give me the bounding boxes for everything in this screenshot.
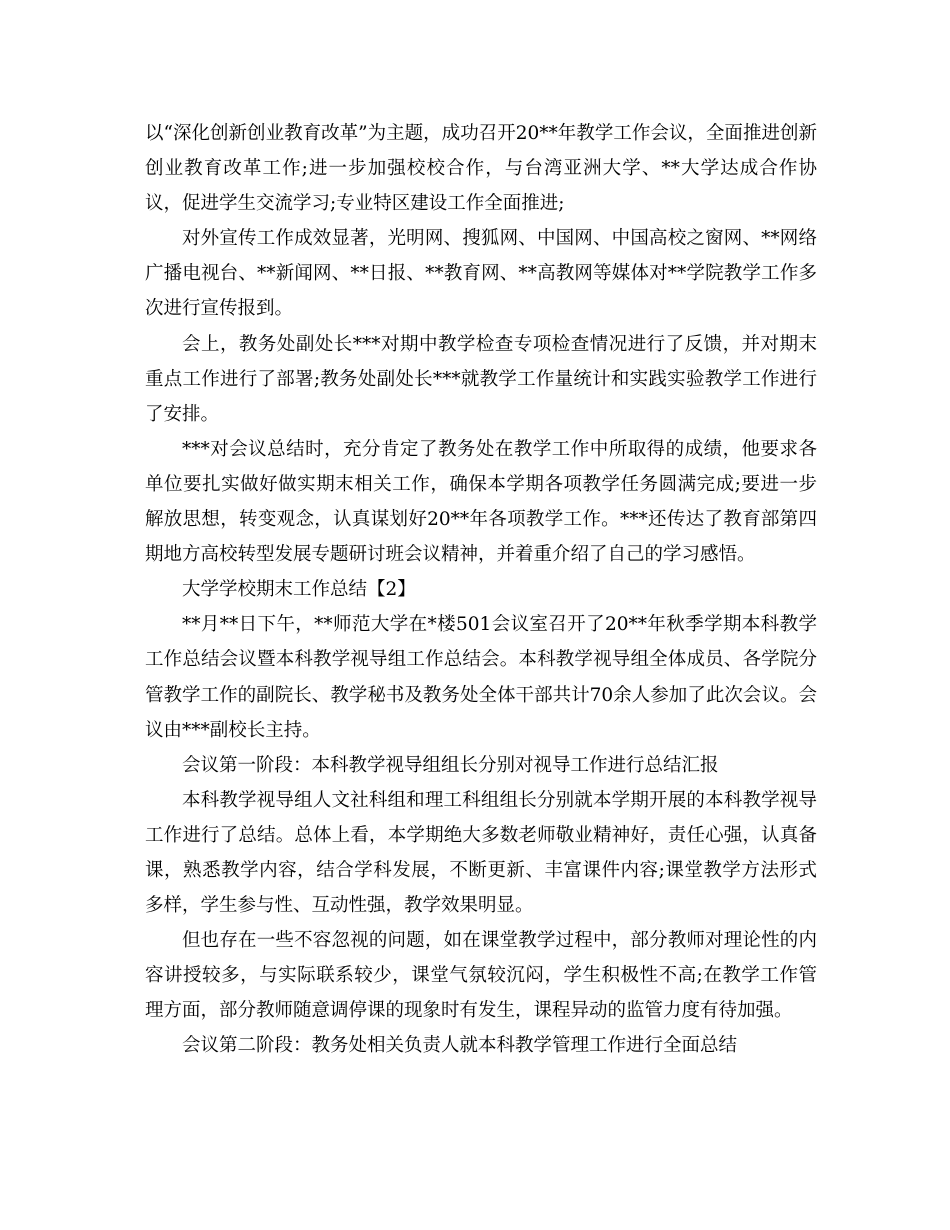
paragraph-problems: 但也存在一些不容忽视的问题，如在课堂教学过程中，部分教师对理论性的内容讲授较多，与实际联系较少，课堂气氛较沉闷，学生积极性不高;在教学工作管理方面，部分教师随意调停课的现象时有发生，课程异动的监管力度有待加强。 [145, 930, 817, 1022]
stage-one-heading: 会议第一阶段：本科教学视导组组长分别对视导工作进行总结汇报 [182, 754, 719, 776]
paragraph-meeting-report: 会上，教务处副处长***对期中教学检查专项检查情况进行了反馈，并对期末重点工作进行了部署;教务处副处长***就教学工作量统计和实践实验教学工作进行了安排。 [145, 333, 817, 425]
paragraph-publicity: 对外宣传工作成效显著，光明网、搜狐网、中国网、中国高校之窗网、**网络广播电视台、**新闻网、**日报、**教育网、**高教网等媒体对**学院教学工作多次进行宣传报到。 [145, 228, 817, 320]
section-heading-2: 大学学校期末工作总结【2】 [182, 579, 416, 601]
paragraph-continuation: 以“深化创新创业教育改革”为主题，成功召开20**年教学工作会议，全面推进创新创业教育改革工作;进一步加强校校合作，与台湾亚洲大学、**大学达成合作协议，促进学生交流学习;专业特区建设工作全面推进; [145, 123, 817, 215]
paragraph-meeting-intro: **月**日下午，**师范大学在*楼501会议室召开了20**年秋季学期本科教学工作总结会议暨本科教学视导组工作总结会。本科教学视导组全体成员、各学院分管教学工作的副院长、教学秘书及教务处全体干部共计70余人参加了此次会议。会议由***副校长主持。 [145, 614, 817, 741]
paragraph-supervision-summary: 本科教学视导组人文社科组和理工科组组长分别就本学期开展的本科教学视导工作进行了总结。总体上看，本学期绝大多数老师敬业精神好，责任心强，认真备课，熟悉教学内容，结合学科发展，不断更新、丰富课件内容;课堂教学方法形式多样，学生参与性、互动性强，教学效果明显。 [145, 789, 817, 917]
document-body [145, 116, 817, 1064]
paragraph-meeting-summary: ***对会议总结时，充分肯定了教务处在教学工作中所取得的成绩，他要求各单位要扎实做好做实期末相关工作，确保本学期各项教学任务圆满完成;要进一步解放思想，转变观念，认真谋划好20**年各项教学工作。***还传达了教育部第四期地方高校转型发展专题研讨班会议精神，并着重介绍了自己的学习感悟。 [145, 438, 817, 566]
stage-two-heading: 会议第二阶段：教务处相关负责人就本科教学管理工作进行全面总结 [182, 1035, 738, 1057]
